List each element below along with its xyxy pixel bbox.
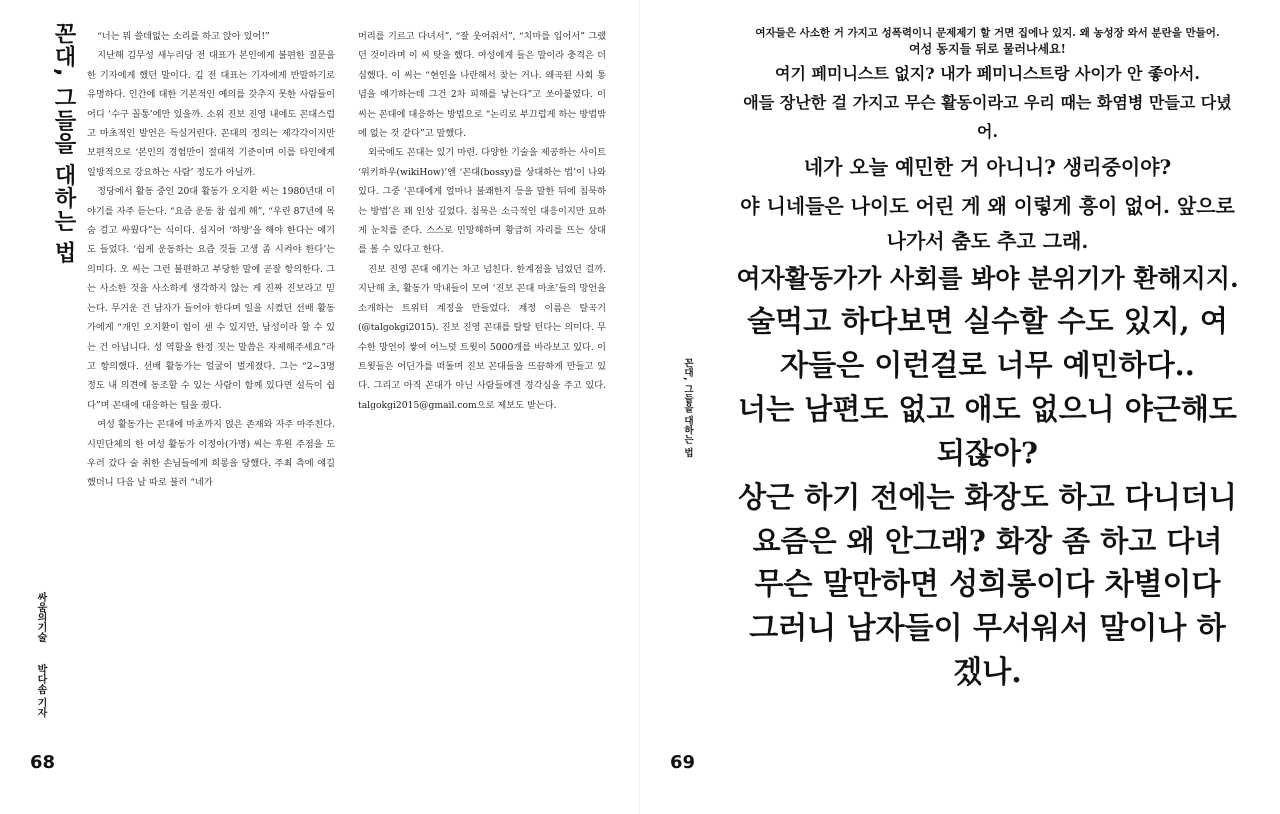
page-number: 68	[30, 752, 56, 773]
quote-block	[735, 26, 1240, 695]
quote: 네가 오늘 예민한 거 아니니? 생리중이야?	[803, 155, 1172, 179]
paragraph: 정당에서 활동 중인 20대 활동가 오지환 씨는 1980년대 이야기를 자주 듣는다. “요즘 운동 참 쉽게 해”, “우린 87년에 목숨 걸고 싸웠다”는 식이다. 심지어 ‘하방’을 해야 한다는 얘기도 들었다. ‘쉽게 운동하는 요즘 것들 고생 좀 시켜야 한다’는 의미다. 오 씨는 그런 불편하고 부당한 말에 곧잘 항의한다. 그는 사소한 것을 사소하게 생각하지 않는 게 진짜 진보라고 믿는다. 무거운 건 남자가 들어야 한다며 일을 시켰던 선배 활동가에게 “개인 오지환이 힘이 센 수 있지만, 남성이라 할 수 있는 건 아닙니다. 성 역할을 한정 짓는 말씀은 자제해주세요”라고 항의했다. 선배 활동가는 얼굴이 벌게졌다. 그는 “2~3명 정도 내 의견에 동조할 수 있는 사람이 함께 있다면 설득이 쉽다”며 꼰대에 대응하는 팁을 줬다.	[87, 186, 335, 411]
quote: 여자활동가가 사회를 봐야 분위기가 환해지지.	[736, 264, 1239, 293]
paragraph: 여성 활동가는 꼰대에 마초까지 얹은 존재와 자주 마주친다. 시민단체의 한 여성 활동가 이정아(가명) 씨는 후원 주점을 도우러 갔다 술 취한 손님들에게 희롱을 당했다. 주최 측에 얘길 했더니 다음 날 따로 불러 “네가	[87, 419, 335, 489]
quote: 여기 페미니스트 없지? 내가 페미니스트랑 사이가 안 좋아서.	[775, 64, 1200, 83]
running-title: 꼰대, 그들을 대하는 법	[682, 358, 693, 458]
text-column-2	[358, 27, 606, 415]
quote: 야 니네들은 나이도 어린 게 왜 이렇게 흥이 없어. 앞으로 나가서 춤도 추고 그래.	[740, 194, 1235, 253]
quote: 무슨 말만하면 성희롱이다 차별이다 그러니 남자들이 무서워서 말이나 하겠나.	[749, 567, 1226, 690]
author-byline: 박다솜 기자	[35, 664, 46, 718]
paragraph: “너는 뭐 쓸데없는 소리를 하고 앉아 있어!”	[97, 31, 270, 42]
text-column-1	[87, 27, 335, 493]
paragraph: 지난해 김무성 새누리당 전 대표가 본인에게 불편한 질문을 한 기자에게 했던 말이다. 김 전 대표는 기자에게 반말하기로 유명하다. 인간에 대한 기본적인 예의를 갖추지 못한 사람들이 어디 ‘수구 꼴통’에만 있을까. 소위 진보 진영 내에도 꼰대스럽고 마초적인 발언은 득실거린다. 꼰대의 정의는 제각각이지만 보편적으로 ‘본인의 경험만이 절대적 기준이며 이를 타인에게 일방적으로 강요하는 사람’ 정도가 아닐까.	[87, 50, 335, 178]
quote: 술먹고 하다보면 실수할 수도 있지, 여자들은 이런걸로 너무 예민하다..	[747, 304, 1228, 382]
quote: 너는 남편도 없고 애도 없으니 야근해도 되잖아?	[738, 392, 1237, 470]
article-title: 꼰대, 그들을 대하는 법	[51, 22, 76, 265]
quote: 상근 하기 전에는 화장도 하고 다니더니 요즘은 왜 안그래? 화장 좀 하고 다녀	[738, 480, 1237, 558]
right-page	[640, 0, 1280, 814]
section-label: 싸움의기술	[35, 592, 46, 642]
page-number: 69	[670, 752, 696, 773]
quote: 여성 동지들 뒤로 물러나세요!	[909, 42, 1066, 56]
paragraph: 외국에도 꼰대는 있기 마련. 다양한 기술을 제공하는 사이트 ‘위키하우(wikiHow)’엔 ‘꼰대(bossy)를 상대하는 법’이 나와 있다. 그중 ‘꼰대에게 얼마나 불쾌한지 등을 말한 뒤에 침묵하는 방법’은 꽤 인상 깊었다. 침묵은 소극적인 대응이지만 묘하게 눈치를 준다. 스스로 민망해하며 황급히 자리를 뜨는 상대를 볼 수 있다고 한다.	[358, 147, 606, 256]
paragraph: 머리를 기르고 다녀서”, “잘 웃어줘서”, “치마를 입어서” 그랬던 것이라며 이 씨 탓을 했다. 여성에게 들은 말이라 충격은 더 심했다. 이 씨는 “현인을 나란해서 찾는 거나. 왜곡된 사회 통념을 얘기하는데 그건 2차 피해를 낳는다”고 쏘아붙였다. 이 씨는 꼰대에 대응하는 방법으로 “논리로 부끄럽게 하는 방법밖에 없는 것 같다”고 말했다.	[358, 31, 606, 140]
quote: 여자들은 사소한 거 가지고 성폭력이니 문제제기 할 거면 집에나 있지. 왜 농성장 와서 분란을 만들어.	[755, 27, 1220, 39]
paragraph: 진보 진영 꼰대 얘기는 차고 넘친다. 한계점을 넘었던 걸까. 지난해 초, 활동가 막내들이 모여 ‘진보 꼰대 마초’들의 망언을 소개하는 트위터 계정을 만들었다. 계정 이름은 탈곡기(@talgokgi2015). 진보 진영 꼰대를 탈탈 턴다는 의미다. 무수한 망언이 쌓여 어느덧 트윗이 5000개를 바라보고 있다. 이 트윗들은 어딘가를 떠돌며 진보 꼰대들을 뜨끔하게 만들고 있다. 그리고 아직 꼰대가 아닌 사람들에겐 경각심을 주고 있다. talgokgi2015@gmail.com으로 제보도 받는다.	[358, 263, 606, 411]
quote: 애들 장난한 걸 가지고 무슨 활동이라고 우리 때는 화염병 만들고 다녔어.	[743, 93, 1232, 141]
